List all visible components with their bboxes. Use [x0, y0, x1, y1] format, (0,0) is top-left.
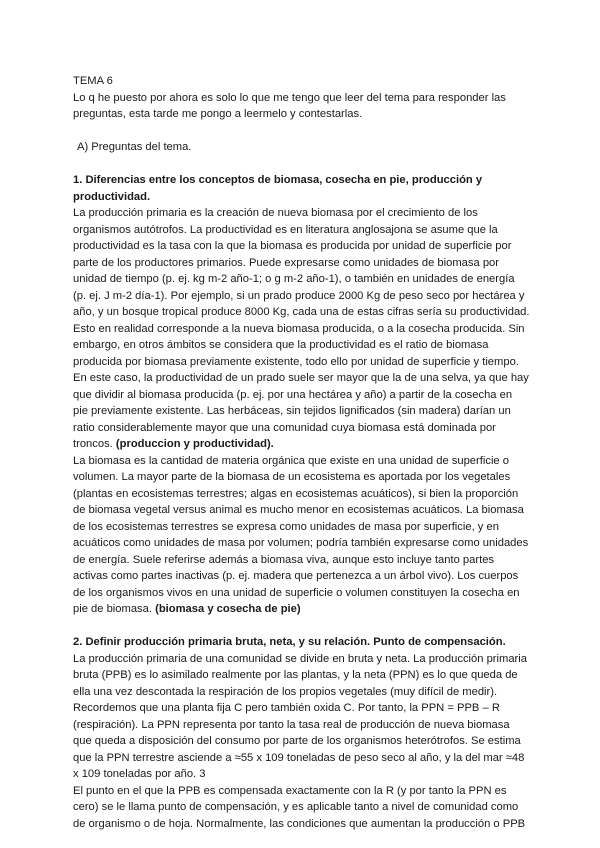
- q1-p2-bold-note: (biomasa y cosecha de pie): [155, 603, 301, 615]
- question-2-paragraph-1: La producción primaria de una comunidad se divide en bruta y neta. La producción primaria bruta (PPB) es lo asimilado realmente por las plantas, y la neta (PPN) es lo que queda de ella una vez descontada la respiración de los propios vegetales (muy difícil de medir). Recordemos que una planta fija C pero también oxida C. Por tanto, la PPN = PPB – R (respiración). La PPN representa por tanto la tasa real de producción de nueva biomasa que queda a disposición del consumo por parte de los organismos heterótrofos. Se estima que la PPN terrestre asciende a ≈55 x 109 toneladas de peso seco al año, y la del mar ≈48 x 109 toneladas por año. 3: [73, 652, 527, 780]
- q1-p1-bold-note: (produccion y productividad).: [115, 438, 274, 450]
- q1-p2-text: La biomasa es la cantidad de materia orgánica que existe en una unidad de superficie o volumen. La mayor parte de la biomasa de un ecosistema es aportada por los vegetales (plantas en ecosistemas terrestres; algas en ecosistemas acuáticos), si bien la proporción de biomasa vegetal versus animal es mucho menor en ecosistemas acuáticos. La biomasa de los ecosistemas terrestres se expresa como unidades de masa por superficie, y en acuáticos como unidades de masa por volumen; podría también expresarse como unidades de energía. Suele referirse además a biomasa viva, aunque esto incluye tanto partes activas como partes inactivas (p. ej. madera que pertenezca a un árbol vivo). Los cuerpos de los organismos vivos en una unidad de superficie o volumen constituyen la cosecha en pie de biomasa.: [73, 454, 529, 615]
- doc-title: TEMA 6: [73, 75, 113, 87]
- q1-p1-text: La producción primaria es la creación de nueva biomasa por el crecimiento de los organismos autótrofos. La productividad es en literatura anglosajona se asume que la productividad es la tasa con la que la biomasa es producida por unidad de superficie por parte de los productores primarios. Puede expresarse como unidades de biomasa por unidad de tiempo (p. ej. kg m-2 año-1; o g m-2 año-1), o también en unidades de energía (p. ej. J m-2 día-1). Por ejemplo, si un prado produce 2000 Kg de peso seco por hectárea y año, y un bosque tropical produce 8000 Kg, cada una de estas cifras sería su productividad. Esto en realidad corresponde a la nueva biomasa producida, o a la cosecha producida. Sin embargo, en otros ámbitos se considera que la productividad es el ratio de biomasa producida por biomasa previamente existente, todo ello por unidad de superficie y tiempo. En este caso, la productividad de un prado suele ser mayor que la de una selva, ya que hay que dividir al biomasa producida (p. ej. por una hectárea y año) a partir de la cosecha en pie previamente existente. Las herbáceas, sin tejidos lignificados (sin madera) darían un ratio considerablemente mayor que una comunidad cuya biomasa está dominada por troncos.: [73, 207, 530, 450]
- section-a-heading: A) Preguntas del tema.: [77, 141, 192, 153]
- question-1-heading: 1. Diferencias entre los conceptos de biomasa, cosecha en pie, producción y productividad.: [73, 174, 483, 203]
- question-1-paragraph-1: [73, 205, 530, 453]
- spacer: [73, 618, 530, 635]
- spacer: [73, 156, 530, 173]
- question-1-paragraph-2: [73, 453, 530, 618]
- intro-paragraph: Lo q he puesto por ahora es solo lo que me tengo que leer del tema para responder las preguntas, esta tarde me pongo a leermelo y contestarlas.: [73, 91, 506, 120]
- spacer: [73, 123, 530, 140]
- question-2-paragraph-2: El punto en el que la PPB es compensada exactamente con la R (y por tanto la PPN es cero) se le llama punto de compensación, y es aplicable tanto a nivel de comunidad como de organismo o de hoja. Normalmente, las condiciones que aumentan la producción o PPB: [73, 784, 526, 830]
- question-2-heading: 2. Definir producción primaria bruta, neta, y su relación. Punto de compensación.: [73, 636, 506, 648]
